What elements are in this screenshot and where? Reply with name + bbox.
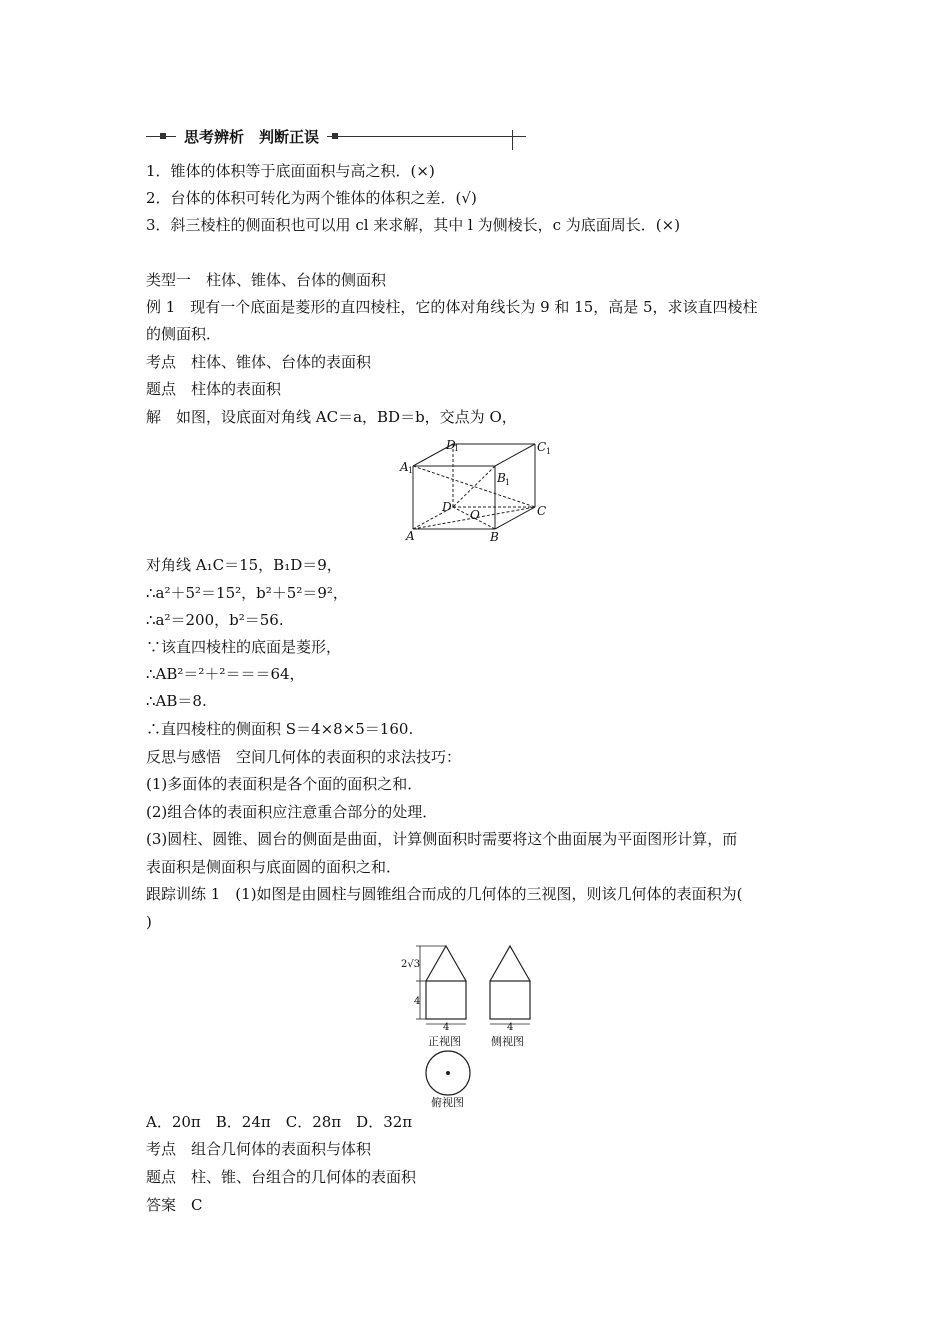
label-c: C bbox=[537, 504, 547, 518]
step-5: ∴AB²＝²＋²＝＝＝64， bbox=[146, 665, 305, 683]
label-c1-sub: 1 bbox=[546, 447, 552, 456]
reflection-item-4: 表面积是侧面积与底面圆的面积之和． bbox=[146, 858, 402, 876]
step-6: ∴AB＝8. bbox=[146, 692, 207, 710]
prism-figure bbox=[398, 436, 558, 544]
label-o: O bbox=[470, 508, 480, 522]
tidian-1: 题点 柱体的表面积 bbox=[146, 380, 282, 398]
label-a1-sub: 1 bbox=[408, 466, 414, 475]
label-c1: C bbox=[537, 440, 547, 454]
type-title: 类型一 柱体、锥体、台体的侧面积 bbox=[146, 271, 387, 289]
reflection-title: 反思与感悟 空间几何体的表面积的求法技巧： bbox=[146, 748, 462, 766]
judgment-2: 2．台体的体积可转化为两个锥体的体积之差．(√) bbox=[146, 189, 477, 207]
example-line-2: 的侧面积． bbox=[146, 325, 222, 343]
reflection-item-3: (3)圆柱、圆锥、圆台的侧面是曲面，计算侧面积时需要将这个曲面展为平面图形计算，而 bbox=[146, 830, 738, 848]
dim-cone-height: 2√3 bbox=[401, 959, 421, 970]
reflection-item-1: (1)多面体的表面积是各个面的面积之和． bbox=[146, 775, 423, 793]
step-3: ∴a²＝200，b²＝56. bbox=[146, 611, 284, 629]
three-view-figure bbox=[400, 938, 540, 1108]
label-b1: B bbox=[497, 471, 506, 485]
step-1: 对角线 A₁C＝15，B₁D＝9， bbox=[146, 556, 342, 574]
label-a: A bbox=[406, 529, 415, 543]
dim-side-width: 4 bbox=[507, 1022, 514, 1033]
label-d1-sub: 1 bbox=[454, 444, 460, 453]
answer: 答案 C bbox=[146, 1196, 203, 1214]
front-view-caption: 正视图 bbox=[428, 1035, 461, 1048]
dim-cylinder-height: 4 bbox=[414, 996, 421, 1007]
practice-line-1: 跟踪训练 1 (1)如图是由圆柱与圆锥组合而成的几何体的三视图，则该几何体的表面积为( bbox=[146, 885, 743, 903]
label-d1: D bbox=[446, 438, 456, 452]
judgment-1: 1．锥体的体积等于底面面积与高之积．(×) bbox=[146, 162, 435, 180]
kaodian-2: 考点 组合几何体的表面积与体积 bbox=[146, 1140, 372, 1158]
solution-intro: 解 如图，设底面对角线 AC＝a，BD＝b，交点为 O， bbox=[146, 408, 517, 426]
tidian-2: 题点 柱、锥、台组合的几何体的表面积 bbox=[146, 1168, 417, 1186]
judgment-3: 3．斜三棱柱的侧面积也可以用 cl 来求解，其中 l 为侧棱长，c 为底面周长．(×) bbox=[146, 216, 681, 234]
header-square-marker bbox=[160, 133, 166, 139]
label-a1: A bbox=[400, 460, 409, 474]
top-view-caption: 俯视图 bbox=[431, 1096, 464, 1108]
step-2: ∴a²＋5²＝15²，b²＋5²＝9²， bbox=[146, 584, 348, 602]
example-line-1: 例 1 现有一个底面是菱形的直四棱柱，它的体对角线长为 9 和 15，高是 5，求该直四棱柱 bbox=[146, 298, 758, 316]
step-4: ∵该直四棱柱的底面是菱形， bbox=[146, 638, 342, 656]
label-d: D bbox=[442, 500, 452, 514]
step-7: ∴直四棱柱的侧面积 S＝4×8×5＝160. bbox=[146, 720, 414, 738]
header-title: 思考辨析 判断正误 bbox=[176, 126, 327, 147]
practice-line-2: ) bbox=[146, 913, 152, 931]
kaodian-1: 考点 柱体、锥体、台体的表面积 bbox=[146, 353, 372, 371]
reflection-item-2: (2)组合体的表面积应注意重合部分的处理． bbox=[146, 803, 438, 821]
options: A．20π B．24π C．28π D．32π bbox=[146, 1113, 413, 1131]
section-header bbox=[146, 124, 526, 152]
dim-front-width: 4 bbox=[443, 1022, 450, 1033]
header-end-mark bbox=[512, 130, 513, 150]
label-b: B bbox=[490, 530, 499, 544]
label-b1-sub: 1 bbox=[505, 478, 511, 487]
header-square-marker bbox=[332, 133, 338, 139]
side-view-caption: 侧视图 bbox=[491, 1035, 524, 1048]
